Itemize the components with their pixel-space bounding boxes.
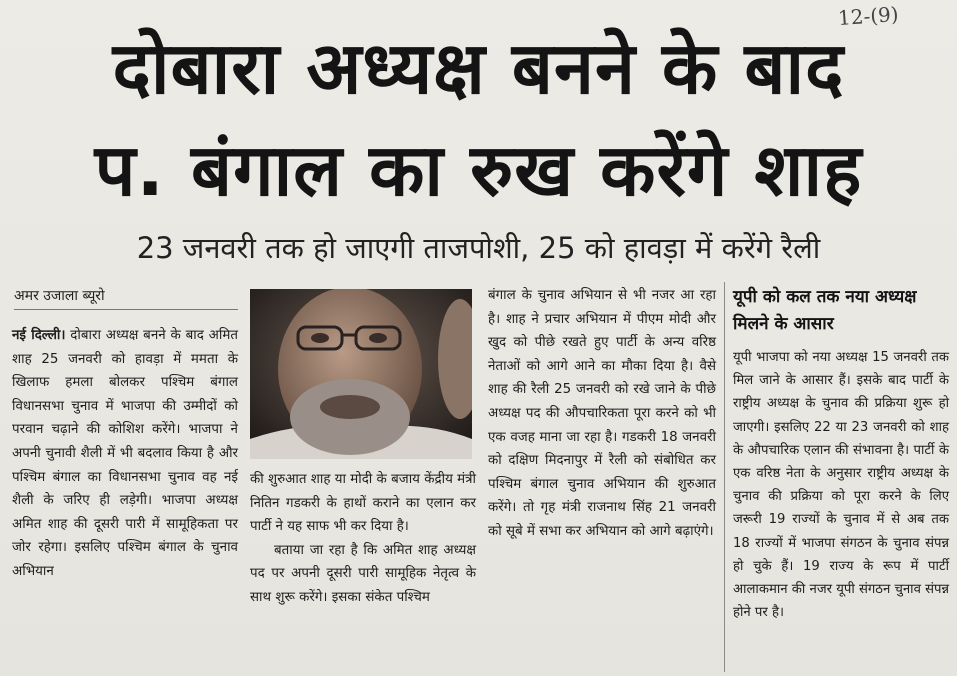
article-column-1 <box>12 324 238 584</box>
portrait-image <box>250 289 472 459</box>
headline-line-2: प. बंगाल का रुख करेंगे शाह <box>94 128 863 212</box>
byline: अमर उजाला ब्यूरो <box>14 286 238 310</box>
sidebar-headline: यूपी को कल तक नया अध्यक्ष मिलने के आसार <box>733 287 917 334</box>
headline-line-1: दोबारा अध्यक्ष बनने के बाद <box>112 26 845 110</box>
article-column-3: बंगाल के चुनाव अभियान से भी नजर आ रहा है। शाह ने प्रचार अभियान में पीएम मोदी और खुद को पीछे रखते हुए पार्टी के अन्य वरिष्ठ नेताओं को आगे आने का मौका दिया है। वैसे शाह की रैली 25 जनवरी को रखे जाने के पीछे अध्यक्ष पद की औपचारिकता पूरा करने को भी एक वजह माना जा रहा है। गडकरी 18 जनवरी को दक्षिण मिदनापुर में रैली को संबोधित कर पश्चिम बंगाल चुनाव अभियान की शुरुआत करेंगे। तो गृह मंत्री राजनाथ सिंह 21 जनवरी को सूबे में सभा कर अभियान को आगे बढ़ाएंगे। <box>488 288 716 539</box>
handwritten-note: 12-(9) <box>837 1 900 31</box>
column-2-paragraph-1: की शुरुआत शाह या मोदी के बजाय केंद्रीय मंत्री नितिन गडकरी के हाथों कराने का एलान कर पार्टी ने यह साफ भी कर दिया है। <box>250 472 476 535</box>
portrait-photo <box>250 289 472 459</box>
column-divider <box>724 282 725 672</box>
article-column-2 <box>250 468 476 610</box>
column-1-text: दोबारा अध्यक्ष बनने के बाद अमित शाह 25 जनवरी को हावड़ा में ममता के खिलाफ हमला बोलकर पश्चिम बंगाल विधानसभा चुनाव में भाजपा की उम्मीदों को परवान चढ़ाने की कोशिश करेंगे। भाजपा ने अपनी चुनावी शैली में भी बदलाव किया है और पश्चिम बंगाल का विधानसभा चुनाव वह नई शैली के जरिए ही लड़ेगी। भाजपा अध्यक्ष अमित शाह की दूसरी पारी में सामूहिकता पर जोर रहेगा। इसलिए पश्चिम बंगाल के चुनाव अभियान <box>12 328 238 579</box>
column-2-paragraph-2: बताया जा रहा है कि अमित शाह अध्यक्ष पद पर अपनी दूसरी पारी सामूहिक नेतृत्व के साथ शुरू करेंगे। इसका संकेत पश्चिम <box>250 542 476 605</box>
sidebar-body: यूपी भाजपा को नया अध्यक्ष 15 जनवरी तक मिल जाने के आसार हैं। इसके बाद पार्टी के राष्ट्रीय अध्यक्ष के चुनाव की प्रक्रिया शुरू हो जाएगी। इसलिए 22 या 23 जनवरी को शाह के औपचारिक एलान की संभावना है। पार्टी के एक वरिष्ठ नेता के अनुसार राष्ट्रीय अध्यक्ष के चुनाव की प्रक्रिया को पूरा करने के लिए जरूरी 19 राज्यों के चुनाव में से अब तक 18 राज्यों में भाजपा संगठन के चुनाव संपन्न हो चुके हैं। 19 राज्य के रूप में पार्टी आलाकमान की नजर यूपी संगठन चुनाव संपन्न होने पर है। <box>733 350 950 621</box>
subheadline: 23 जनवरी तक हो जाएगी ताजपोशी, 25 को हावड़ा में करेंगे रैली <box>136 231 821 265</box>
dateline: नई दिल्ली। <box>12 328 66 343</box>
